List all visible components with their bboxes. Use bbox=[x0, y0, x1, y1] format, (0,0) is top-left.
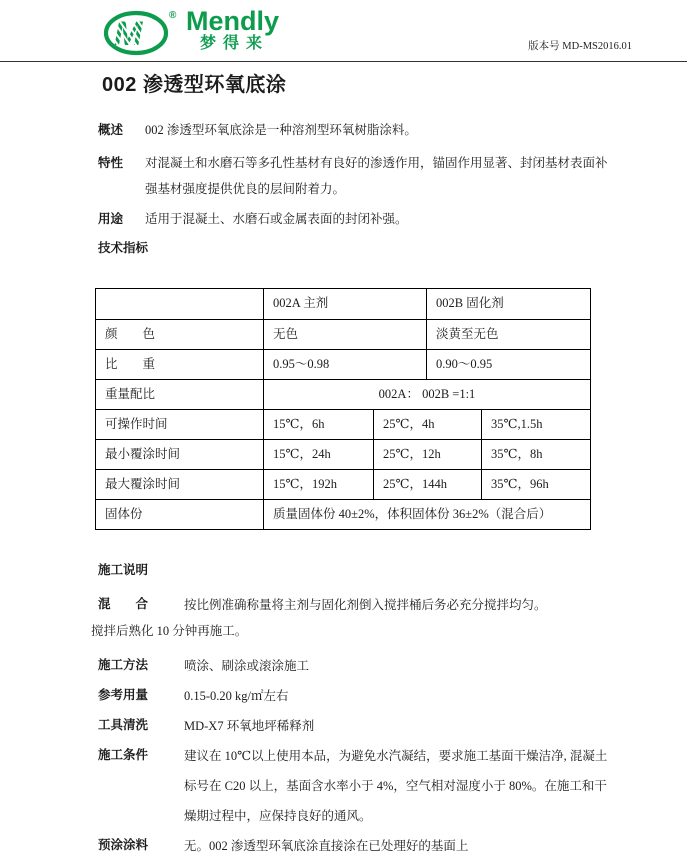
method-row bbox=[98, 651, 610, 681]
table-row-potlife bbox=[96, 409, 590, 439]
gravity-002b: 0.90～0.95 bbox=[426, 350, 590, 379]
table-header-row bbox=[96, 289, 590, 319]
cleaning-text: MD-X7 环氧地坪稀释剂 bbox=[184, 719, 315, 733]
mendly-oval-m-icon bbox=[103, 8, 177, 56]
overview-row bbox=[98, 117, 608, 143]
method-text: 喷涂、刷涂或滚涂施工 bbox=[184, 659, 310, 673]
precoat-row bbox=[98, 831, 610, 861]
method-label: 施工方法 bbox=[98, 658, 149, 672]
conditions-text: 建议在 10℃以上使用本品，为避免水汽凝结，要求施工基面干燥洁净, 混凝土标号在 C20 以上，基面含水率小于 4%，空气相对湿度小于 80%。在施工和干燥期过程中，应保持良好的通风。 bbox=[184, 749, 608, 823]
header-divider bbox=[0, 61, 687, 62]
potlife-15c: 15℃，6h bbox=[263, 410, 373, 439]
conditions-row bbox=[98, 741, 610, 831]
table-header-002a: 002A 主剂 bbox=[263, 289, 426, 319]
row-label: 最小覆涂时间 bbox=[105, 447, 181, 461]
table-row-ratio bbox=[96, 379, 590, 409]
brand-name-en: Mendly bbox=[186, 6, 280, 36]
color-002b: 淡黄至无色 bbox=[426, 320, 590, 349]
overview-label: 概述 bbox=[98, 123, 124, 137]
precoat-label: 预涂涂料 bbox=[98, 838, 149, 852]
page-title: 002 渗透型环氧底涂 bbox=[102, 74, 287, 96]
brand-name-cn: 梦得来 bbox=[200, 35, 270, 52]
maxrecoat-25c: 25℃，144h bbox=[373, 470, 481, 499]
gravity-002a: 0.95～0.98 bbox=[263, 350, 426, 379]
table-row-solids bbox=[96, 499, 590, 529]
version-number: 版本号 MD-MS2016.01 bbox=[528, 41, 632, 52]
table-row-max-recoat bbox=[96, 469, 590, 499]
color-002a: 无色 bbox=[263, 320, 426, 349]
table-row-color bbox=[96, 319, 590, 349]
construction-heading: 施工说明 bbox=[98, 563, 149, 577]
tech-specs-table bbox=[95, 288, 591, 530]
mixing-text: 按比例准确称量将主剂与固化剂倒入搅拌桶后务必充分搅拌均匀。 bbox=[184, 598, 547, 612]
ratio-value: 002A： 002B =1:1 bbox=[263, 380, 590, 409]
mixing-label: 混 合 bbox=[98, 597, 149, 611]
tech-specs-heading: 技术指标 bbox=[98, 241, 149, 255]
maxrecoat-15c: 15℃，192h bbox=[263, 470, 373, 499]
company-logo bbox=[103, 8, 279, 56]
table-row-gravity bbox=[96, 349, 590, 379]
row-label: 颜 色 bbox=[105, 327, 156, 341]
mixing-row bbox=[98, 590, 610, 620]
features-text: 对混凝土和水磨石等多孔性基材有良好的渗透作用，锚固作用显著、封闭基材表面补强基材强度提供优良的层间附着力。 bbox=[145, 156, 608, 196]
row-label: 固体份 bbox=[105, 507, 143, 521]
row-label: 最大覆涂时间 bbox=[105, 477, 181, 491]
cleaning-row bbox=[98, 711, 610, 741]
table-header-002b: 002B 固化剂 bbox=[426, 289, 590, 319]
row-label: 重量配比 bbox=[105, 387, 156, 401]
dosage-row bbox=[98, 681, 610, 711]
usage-row bbox=[98, 206, 608, 232]
mixing-text-continued: 搅拌后熟化 10 分钟再施工。 bbox=[91, 624, 248, 638]
usage-text: 适用于混凝土、水磨石或金属表面的封闭补强。 bbox=[145, 212, 408, 226]
solids-value: 质量固体份 40±2%，体积固体份 36±2%（混合后） bbox=[263, 500, 590, 529]
row-label: 比 重 bbox=[105, 357, 156, 371]
features-label: 特性 bbox=[98, 156, 124, 170]
precoat-text: 无。002 渗透型环氧底涂直接涂在已处理好的基面上 bbox=[184, 839, 469, 853]
cleaning-label: 工具清洗 bbox=[98, 718, 149, 732]
svg-text:M: M bbox=[114, 15, 143, 53]
table-cell-empty bbox=[96, 289, 263, 319]
features-row bbox=[98, 150, 608, 202]
potlife-35c: 35℃,1.5h bbox=[481, 410, 590, 439]
maxrecoat-35c: 35℃，96h bbox=[481, 470, 590, 499]
dosage-text: 0.15-0.20 kg/㎡左右 bbox=[184, 689, 289, 703]
dosage-label: 参考用量 bbox=[98, 688, 149, 702]
minrecoat-25c: 25℃，12h bbox=[373, 440, 481, 469]
conditions-label: 施工条件 bbox=[98, 748, 149, 762]
row-label: 可操作时间 bbox=[105, 417, 168, 431]
overview-text: 002 渗透型环氧底涂是一种溶剂型环氧树脂涂料。 bbox=[145, 123, 417, 137]
registered-trademark-icon: ® bbox=[169, 10, 177, 21]
minrecoat-15c: 15℃，24h bbox=[263, 440, 373, 469]
usage-label: 用途 bbox=[98, 212, 124, 226]
minrecoat-35c: 35℃，8h bbox=[481, 440, 590, 469]
table-row-min-recoat bbox=[96, 439, 590, 469]
potlife-25c: 25℃，4h bbox=[373, 410, 481, 439]
